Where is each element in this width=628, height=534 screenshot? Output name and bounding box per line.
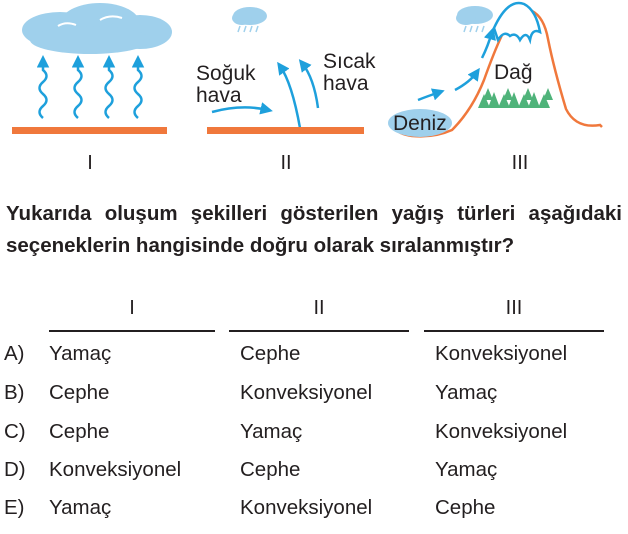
option-cell-3: Yamaç [435, 458, 498, 481]
panel-2-warm-air-label: Sıcak hava [323, 50, 376, 95]
option-cell-2: Konveksiyonel [240, 381, 373, 404]
option-cell-3: Cephe [435, 496, 496, 519]
panel-2-cloud [232, 7, 267, 32]
option-e[interactable] [0, 496, 628, 534]
column-header-2: II [313, 297, 325, 319]
panel-1-rising-air-arrows [40, 60, 142, 118]
option-cell-1: Konveksiyonel [49, 458, 182, 481]
panel-1-ground [12, 127, 167, 134]
panel-3-numeral: III [511, 152, 529, 174]
column-divider-1 [49, 330, 215, 332]
panel-3-mountain-label: Dağ [494, 61, 533, 84]
panel-2-ground [207, 127, 364, 134]
panel-2-cold-air-arrow [212, 107, 268, 112]
option-letter: B) [4, 381, 25, 404]
option-cell-1: Cephe [49, 381, 110, 404]
option-cell-2: Cephe [240, 458, 301, 481]
panel-3-forest [478, 88, 553, 108]
option-cell-1: Yamaç [49, 496, 112, 519]
panel-2-warm-air-arrow [280, 66, 300, 128]
option-letter: C) [4, 420, 26, 443]
panel-3-snow-cap [494, 3, 540, 40]
option-letter: A) [4, 342, 25, 365]
option-cell-3: Yamaç [435, 381, 498, 404]
option-cell-1: Cephe [49, 420, 110, 443]
option-cell-1: Yamaç [49, 342, 112, 365]
panel-2-front-curve [302, 63, 318, 108]
panel-2-numeral: II [280, 152, 292, 174]
column-divider-3 [424, 330, 604, 332]
option-cell-3: Konveksiyonel [435, 342, 568, 365]
panel-1-numeral: I [87, 152, 93, 174]
panel-3-sea-label: Deniz [393, 112, 447, 135]
option-cell-2: Konveksiyonel [240, 496, 373, 519]
precipitation-figure [0, 0, 628, 185]
option-d[interactable] [0, 458, 628, 496]
column-header-1: I [129, 297, 135, 319]
panel-2-cold-air-label: Soğuk hava [196, 62, 256, 107]
panel-1-convection-diagram [12, 3, 172, 134]
question-text: Yukarıda oluşum şekilleri gösterilen yağış türleri aşağıdaki seçeneklerin hangisinde doğru olarak sıralanmıştır? [6, 202, 622, 257]
option-c[interactable] [0, 420, 628, 458]
option-cell-2: Cephe [240, 342, 301, 365]
option-letter: D) [4, 458, 26, 481]
option-cell-2: Yamaç [240, 420, 303, 443]
column-header-3: III [505, 297, 523, 319]
option-cell-3: Konveksiyonel [435, 420, 568, 443]
panel-3-cloud [456, 6, 493, 32]
option-a[interactable] [0, 342, 628, 380]
column-divider-2 [229, 330, 409, 332]
option-b[interactable] [0, 381, 628, 419]
option-letter: E) [4, 496, 25, 519]
panel-1-cloud [22, 3, 172, 54]
